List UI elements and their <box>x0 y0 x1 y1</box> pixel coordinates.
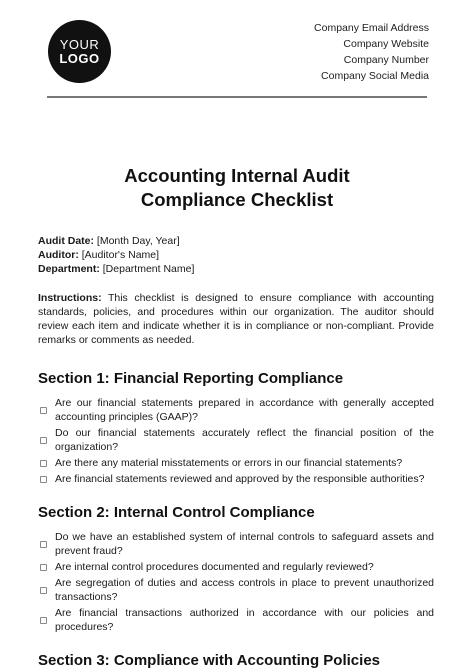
company-social-media: Company Social Media <box>321 70 429 82</box>
checkbox[interactable] <box>40 587 47 594</box>
checkbox[interactable] <box>40 476 47 483</box>
title-line2: Compliance Checklist <box>140 189 334 210</box>
checklist-item <box>38 396 434 424</box>
checklist-item-text: Do our financial statements accurately reflect the financial position of the organization? <box>55 427 434 453</box>
section-1-title: Section 1: Financial Reporting Compliance <box>38 370 344 387</box>
checklist-item-text: Are internal control procedures documented and regularly reviewed? <box>55 561 374 573</box>
auditor-value: [Auditor's Name] <box>81 249 160 261</box>
company-website: Company Website <box>343 38 429 50</box>
auditor-row <box>38 248 194 262</box>
checkbox[interactable] <box>40 460 47 467</box>
department-row <box>38 262 194 276</box>
checkbox[interactable] <box>40 541 47 548</box>
checkbox[interactable] <box>40 407 47 414</box>
audit-date-value: [Month Day, Year] <box>96 235 180 247</box>
checklist-item-text: Are financial transactions authorized in accordance with our policies and procedures? <box>55 607 434 633</box>
instructions-text: This checklist is designed to ensure compliance with accounting standards, policies, and procedures within our organization. The auditor should review each item and indicate whether it is in compliance or non-compliant. Provide remarks or comments as needed. <box>38 292 434 346</box>
company-logo <box>48 20 111 83</box>
title-line1: Accounting Internal Audit <box>124 165 350 186</box>
checklist-item <box>38 576 434 604</box>
company-contact-block <box>314 20 429 84</box>
checklist-item <box>38 456 434 470</box>
checkbox[interactable] <box>40 617 47 624</box>
checklist-item-text: Are segregation of duties and access controls in place to prevent unauthorized transactions? <box>55 577 434 603</box>
checklist-item <box>38 560 434 574</box>
header-divider <box>47 96 427 98</box>
auditor-label: Auditor: <box>38 249 79 261</box>
company-number: Company Number <box>343 54 429 66</box>
department-value: [Department Name] <box>102 263 195 275</box>
checklist-item-text: Are our financial statements prepared in accordance with generally accepted accounting principles (GAAP)? <box>55 397 434 423</box>
audit-date-label: Audit Date: <box>38 235 94 247</box>
section-2-checklist <box>38 530 434 636</box>
checklist-item <box>38 530 434 558</box>
checklist-item <box>38 606 434 634</box>
checklist-item-text: Do we have an established system of internal controls to safeguard assets and prevent fraud? <box>55 531 434 557</box>
company-email: Company Email Address <box>314 22 429 34</box>
section-2-title: Section 2: Internal Control Compliance <box>38 504 315 521</box>
instructions-paragraph <box>38 291 434 347</box>
logo-line2: LOGO <box>59 50 100 66</box>
section-3-title: Section 3: Compliance with Accounting Policies <box>38 652 380 669</box>
section-1-checklist <box>38 396 434 488</box>
instructions-label: Instructions: <box>38 292 102 304</box>
checklist-item <box>38 426 434 454</box>
logo-line1: YOUR <box>59 36 100 52</box>
department-label: Department: <box>38 263 100 275</box>
audit-meta <box>38 234 194 276</box>
checklist-item <box>38 472 434 486</box>
checkbox[interactable] <box>40 437 47 444</box>
checklist-item-text: Are there any material misstatements or errors in our financial statements? <box>55 457 403 469</box>
checkbox[interactable] <box>40 564 47 571</box>
audit-date-row <box>38 234 194 248</box>
document-title <box>0 164 474 212</box>
checklist-item-text: Are financial statements reviewed and approved by the responsible authorities? <box>55 473 425 485</box>
